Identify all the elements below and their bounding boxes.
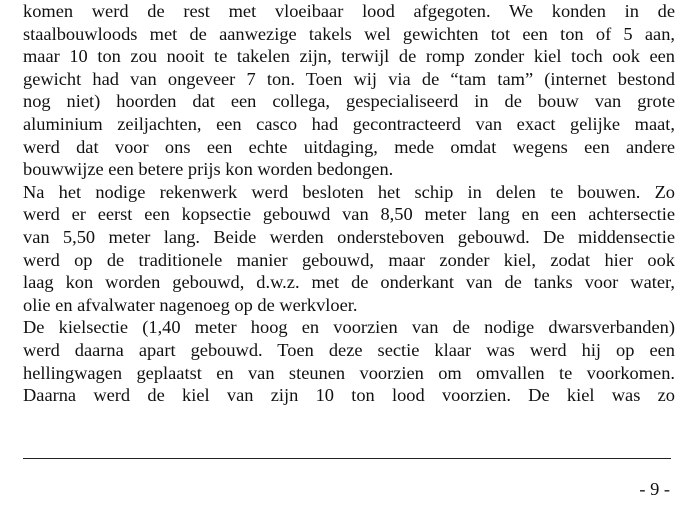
text-line: werd daarna apart gebouwd. Toen deze sectie klaar was werd hij op een (23, 339, 675, 360)
text-line: van 5,50 meter lang. Beide werden ondersteboven gebouwd. De middensectie (23, 226, 675, 247)
text-line: Na het nodige rekenwerk werd besloten het schip in delen te bouwen. Zo (23, 181, 675, 202)
text-line: Daarna werd de kiel van zijn 10 ton lood voorzien. De kiel was zo (23, 385, 675, 406)
text-line: bouwwijze een betere prijs kon worden bedongen. (23, 159, 394, 180)
text-line: laag kon worden gebouwd, d.w.z. met de onderkant van de tanks voor water, (23, 272, 675, 293)
page-number: - 9 - (639, 479, 670, 499)
footer-rule (23, 458, 671, 459)
text-line: maar 10 ton zou nooit te takelen zijn, terwijl de romp zonder kiel toch ook een (23, 46, 675, 67)
text-line: komen werd de rest met vloeibaar lood afgegoten. We konden in de (23, 1, 675, 21)
body-text (23, 0, 675, 407)
text-line: olie en afvalwater nagenoeg op de werkvloer. (23, 294, 358, 315)
text-line: nog niet) hoorden dat een collega, gespecialiseerd in de bouw van grote (23, 91, 675, 112)
text-line: werd op de traditionele manier gebouwd, maar zonder kiel, zodat hier ook (23, 249, 675, 270)
text-line: aluminium zeiljachten, een casco had gecontracteerd van exact gelijke maat, (23, 113, 675, 134)
text-line: hellingwagen geplaatst en van steunen voorzien om omvallen te voorkomen. (23, 362, 675, 383)
text-line: werd er eerst een kopsectie gebouwd van 8,50 meter lang en een achtersectie (23, 204, 675, 225)
text-line: De kielsectie (1,40 meter hoog en voorzien van de nodige dwarsverbanden) (23, 317, 675, 338)
text-line: staalbouwloods met de aanwezige takels wel gewichten tot een ton of 5 aan, (23, 23, 675, 44)
text-line: gewicht had van ongeveer 7 ton. Toen wij via de “tam tam” (internet bestond (23, 68, 675, 89)
text-line: werd dat voor ons een echte uitdaging, mede omdat wegens een andere (23, 136, 675, 157)
